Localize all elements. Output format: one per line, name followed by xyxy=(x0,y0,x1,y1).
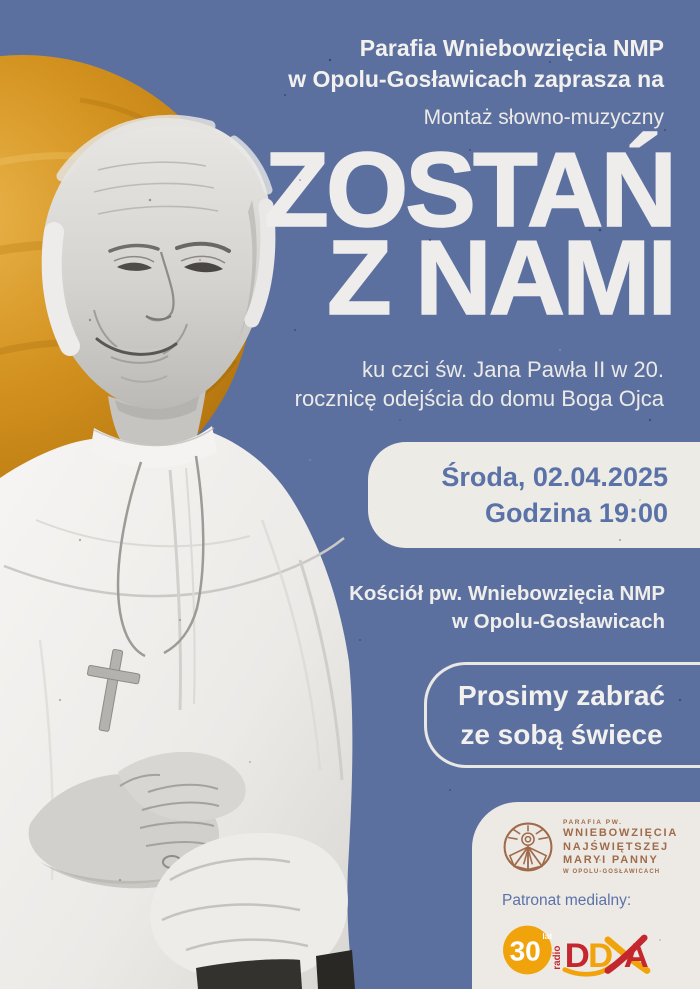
parish-logo-line5: W OPOLU-GOSŁAWICACH xyxy=(563,868,661,875)
footer-card xyxy=(472,802,700,989)
dedication-line1: ku czci św. Jana Pawła II w 20. xyxy=(361,357,664,382)
parish-invite-line2: w Opolu-Gosławicach zaprasza na xyxy=(288,66,664,92)
event-type-label: Montaż słowno-muzyczny xyxy=(423,106,664,129)
notice-box xyxy=(424,662,700,768)
schedule-box xyxy=(368,442,700,548)
event-date: Środa, 02.04.2025 xyxy=(441,462,668,492)
title-line2: Z NAMI xyxy=(326,219,674,337)
doxa-years-number: 30 xyxy=(509,934,541,966)
radio-doxa-logo xyxy=(500,921,652,979)
parish-logo-line2: WNIEBOWZIĘCIA xyxy=(563,827,679,839)
parish-logo-line4: MARYI PANNY xyxy=(563,854,659,866)
venue-text xyxy=(349,580,665,636)
dedication-line2: rocznicę odejścia do domu Boga Ojca xyxy=(294,386,664,411)
notice-line2: ze sobą świece xyxy=(460,719,663,750)
notice-line1: Prosimy zabrać xyxy=(458,680,665,711)
title-line1: ZOSTAŃ xyxy=(264,131,674,249)
doxa-years-unit: lat xyxy=(542,930,553,941)
venue-line1: Kościół pw. Wniebowzięcia NMP xyxy=(349,582,665,605)
doxa-radio-word: radio xyxy=(552,945,564,970)
doxa-letter-a: A xyxy=(623,936,649,975)
parish-logo-line3: NAJŚWIĘTSZEJ xyxy=(563,840,669,853)
event-time: Godzina 19:00 xyxy=(484,498,668,528)
dedication-text xyxy=(295,355,664,413)
doxa-letter-d1: D xyxy=(564,936,590,975)
parish-logo-line1: PARAFIA PW. xyxy=(563,819,623,826)
parish-logo-text xyxy=(563,818,678,877)
parish-logo xyxy=(502,818,700,877)
page-title xyxy=(264,131,674,337)
parish-invite-line1: Parafia Wniebowzięcia NMP xyxy=(359,35,664,61)
parish-emblem-icon xyxy=(502,821,554,873)
media-patronage-label: Patronat medialny: xyxy=(502,891,632,909)
header-block xyxy=(288,33,664,131)
doxa-letter-d2: D xyxy=(588,936,614,975)
venue-line2: w Opolu-Gosławicach xyxy=(451,610,665,633)
